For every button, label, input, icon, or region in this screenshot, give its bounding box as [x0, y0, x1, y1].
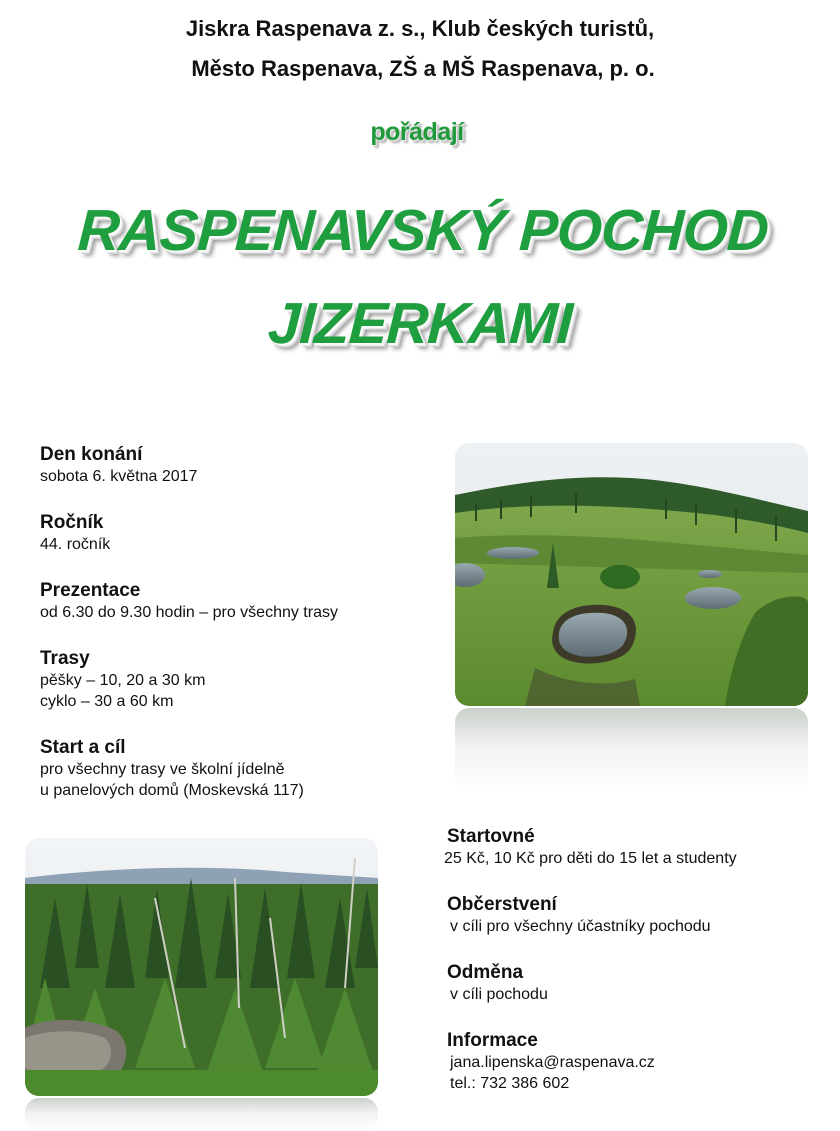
- info-fee: [444, 826, 737, 869]
- info-value: cyklo – 30 a 60 km: [40, 693, 174, 710]
- info-heading: Odměna: [447, 962, 524, 983]
- info-refreshment: [447, 894, 711, 937]
- event-title-line-1: RASPENAVSKÝ POCHOD: [76, 198, 770, 263]
- info-value: 44. ročník: [40, 536, 111, 553]
- info-value: od 6.30 do 9.30 hodin – pro všechny trasy: [40, 604, 338, 621]
- info-value: pro všechny trasy ve školní jídelně: [40, 761, 285, 778]
- info-date: [40, 444, 197, 487]
- info-value: pěšky – 10, 20 a 30 km: [40, 672, 206, 689]
- info-reward: [447, 962, 548, 1005]
- info-heading: Trasy: [40, 648, 90, 669]
- info-heading: Ročník: [40, 512, 104, 533]
- organize-verb: pořádají: [370, 118, 464, 146]
- info-value: 25 Kč, 10 Kč pro děti do 15 let a studenty: [444, 850, 737, 867]
- event-title-line-2: JIZERKAMI: [266, 291, 574, 356]
- photo-reflection: [455, 708, 808, 793]
- bog-landscape-photo: [455, 443, 808, 706]
- info-value: u panelových domů (Moskevská 117): [40, 782, 304, 799]
- info-routes: [40, 648, 205, 712]
- info-value: sobota 6. května 2017: [40, 468, 198, 485]
- info-heading: Informace: [447, 1030, 538, 1051]
- info-value: v cíli pro všechny účastníky pochodu: [450, 918, 711, 935]
- info-heading: Start a cíl: [40, 737, 126, 758]
- info-heading: Startovné: [447, 826, 535, 847]
- info-heading: Prezentace: [40, 580, 141, 601]
- info-value: tel.: 732 386 602: [450, 1075, 570, 1092]
- organizers-line-2: Město Raspenava, ZŠ a MŠ Raspenava, p. o.: [191, 56, 655, 81]
- photo-reflection: [25, 1098, 378, 1131]
- info-registration: [40, 580, 338, 623]
- info-start-finish: [40, 737, 304, 801]
- info-edition: [40, 512, 110, 555]
- info-heading: Den konání: [40, 444, 143, 465]
- info-value: v cíli pochodu: [450, 986, 548, 1003]
- info-heading: Občerstvení: [447, 894, 557, 915]
- info-value: jana.lipenska@raspenava.cz: [450, 1054, 655, 1071]
- organizers-line-1: Jiskra Raspenava z. s., Klub českých turistů,: [185, 16, 655, 41]
- info-contact: [447, 1030, 655, 1094]
- forest-landscape-photo: [25, 838, 378, 1096]
